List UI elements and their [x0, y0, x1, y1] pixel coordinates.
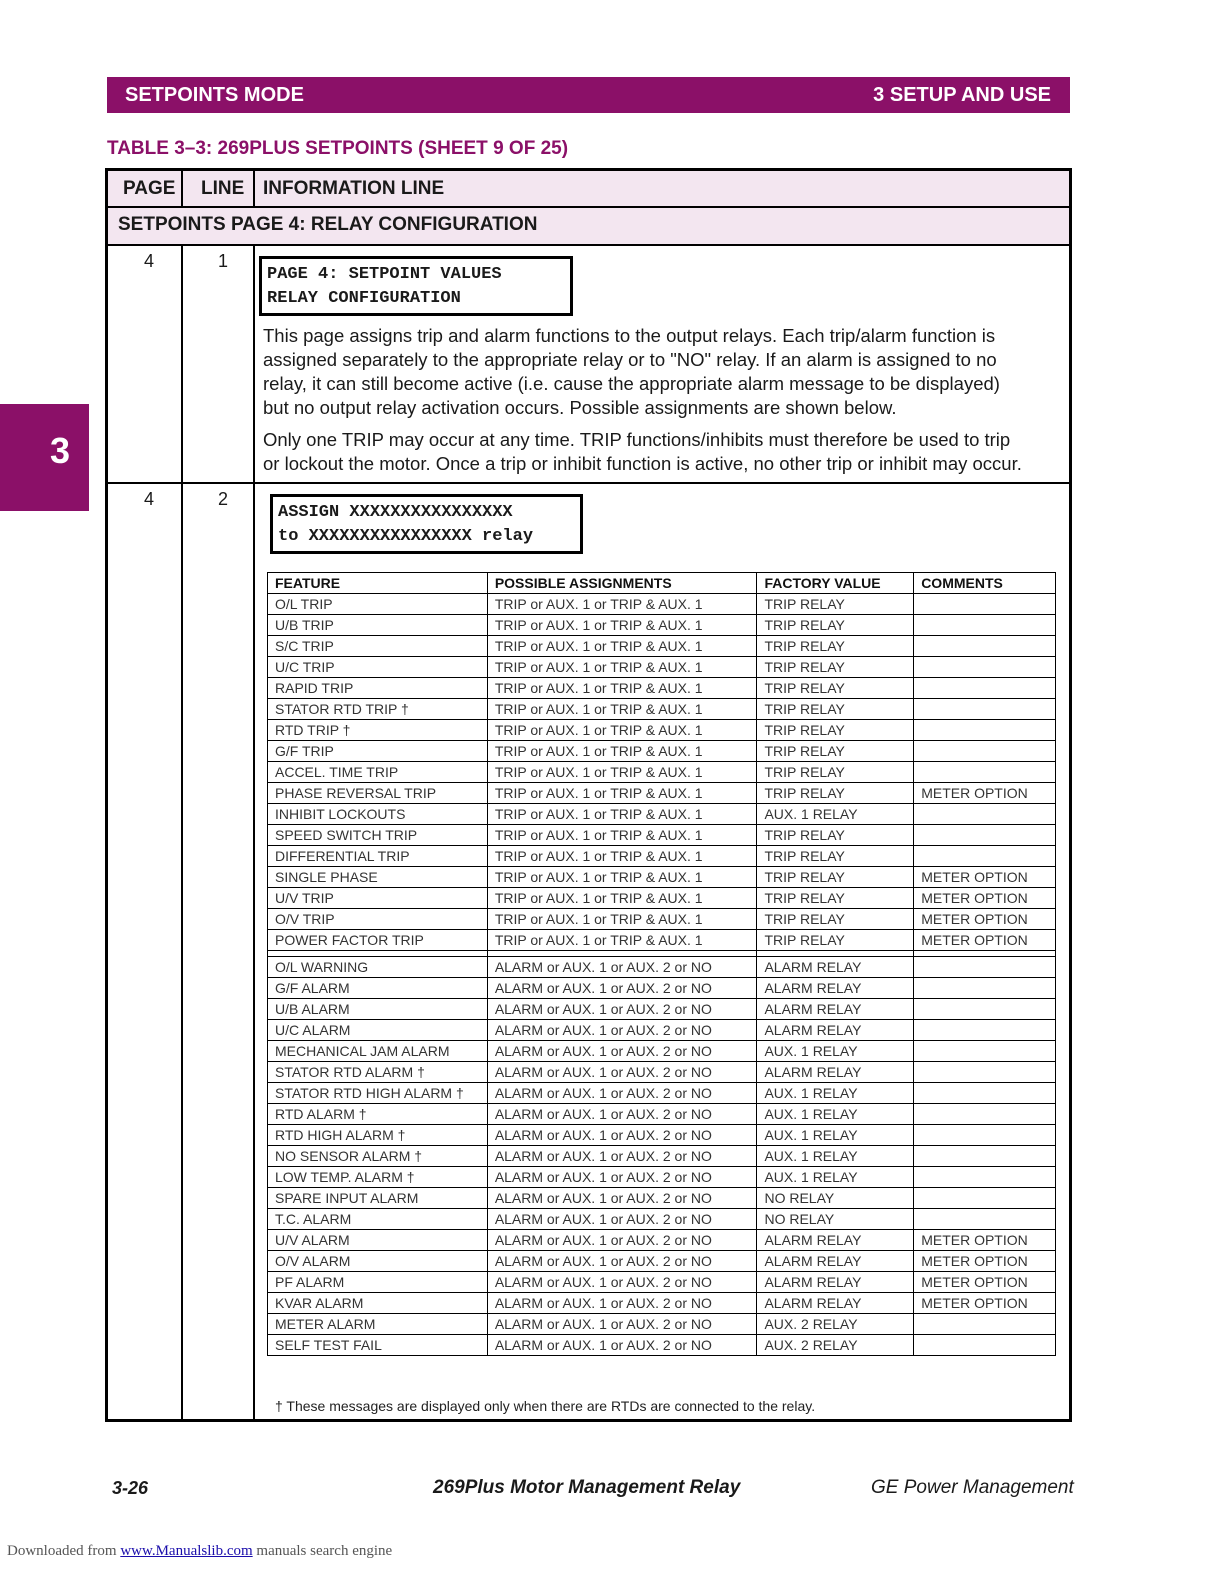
header-possible-assignments: POSSIBLE ASSIGNMENTS: [487, 573, 757, 594]
assignments-cell: ALARM or AUX. 1 or AUX. 2 or NO: [487, 1167, 757, 1188]
table-row: [268, 783, 1056, 804]
table-row: [268, 678, 1056, 699]
table-title: TABLE 3–3: 269PLUS SETPOINTS (SHEET 9 OF 25): [107, 138, 569, 159]
feature-cell: U/C ALARM: [268, 1020, 488, 1041]
table-row: [268, 867, 1056, 888]
feature-cell: SPARE INPUT ALARM: [268, 1188, 488, 1209]
factory-value-cell: TRIP RELAY: [757, 783, 914, 804]
feature-cell: T.C. ALARM: [268, 1209, 488, 1230]
comments-cell: [914, 1041, 1056, 1062]
comments-cell: [914, 1146, 1056, 1167]
table-row: [268, 1104, 1056, 1125]
feature-cell: STATOR RTD ALARM †: [268, 1062, 488, 1083]
comments-cell: [914, 1167, 1056, 1188]
comments-cell: [914, 594, 1056, 615]
table-row: [268, 594, 1056, 615]
lcd-line: to XXXXXXXXXXXXXXXX relay: [278, 527, 534, 546]
relay-assignment-table: [267, 572, 1056, 1356]
comments-cell: METER OPTION: [914, 1251, 1056, 1272]
feature-cell: PF ALARM: [268, 1272, 488, 1293]
table-row: [268, 1125, 1056, 1146]
table-row: [268, 657, 1056, 678]
comments-cell: [914, 678, 1056, 699]
section-title: SETPOINTS PAGE 4: RELAY CONFIGURATION: [118, 214, 538, 235]
assignments-cell: TRIP or AUX. 1 or TRIP & AUX. 1: [487, 930, 757, 951]
table-row: [268, 1314, 1056, 1335]
factory-value-cell: TRIP RELAY: [757, 699, 914, 720]
assignments-cell: ALARM or AUX. 1 or AUX. 2 or NO: [487, 1146, 757, 1167]
table-row: [268, 720, 1056, 741]
assignments-cell: TRIP or AUX. 1 or TRIP & AUX. 1: [487, 615, 757, 636]
factory-value-cell: ALARM RELAY: [757, 1062, 914, 1083]
assignments-cell: TRIP or AUX. 1 or TRIP & AUX. 1: [487, 636, 757, 657]
comments-cell: METER OPTION: [914, 1230, 1056, 1251]
row2-line: 2: [218, 489, 229, 509]
assignments-cell: ALARM or AUX. 1 or AUX. 2 or NO: [487, 1104, 757, 1125]
assignments-cell: TRIP or AUX. 1 or TRIP & AUX. 1: [487, 741, 757, 762]
comments-cell: [914, 720, 1056, 741]
table-row: [268, 1251, 1056, 1272]
comments-cell: [914, 1083, 1056, 1104]
comments-cell: [914, 699, 1056, 720]
table-row: [268, 741, 1056, 762]
comments-cell: [914, 1209, 1056, 1230]
table-row: [268, 636, 1056, 657]
comments-cell: METER OPTION: [914, 867, 1056, 888]
row1-note: [263, 428, 1075, 476]
column-header-page: PAGE: [123, 178, 176, 199]
table-row: [268, 1041, 1056, 1062]
comments-cell: [914, 615, 1056, 636]
assignments-cell: TRIP or AUX. 1 or TRIP & AUX. 1: [487, 678, 757, 699]
table-row: [268, 699, 1056, 720]
table-row: [268, 1167, 1056, 1188]
comments-cell: METER OPTION: [914, 930, 1056, 951]
row1-description: [263, 324, 1075, 420]
comments-cell: [914, 957, 1056, 978]
feature-cell: PHASE REVERSAL TRIP: [268, 783, 488, 804]
factory-value-cell: AUX. 2 RELAY: [757, 1335, 914, 1356]
feature-cell: O/V ALARM: [268, 1251, 488, 1272]
feature-cell: O/L WARNING: [268, 957, 488, 978]
assignments-cell: ALARM or AUX. 1 or AUX. 2 or NO: [487, 1020, 757, 1041]
comments-cell: [914, 999, 1056, 1020]
assignments-cell: ALARM or AUX. 1 or AUX. 2 or NO: [487, 1083, 757, 1104]
assignments-cell: TRIP or AUX. 1 or TRIP & AUX. 1: [487, 720, 757, 741]
factory-value-cell: NO RELAY: [757, 1188, 914, 1209]
assignments-cell: TRIP or AUX. 1 or TRIP & AUX. 1: [487, 594, 757, 615]
feature-cell: U/B TRIP: [268, 615, 488, 636]
column-divider: [253, 246, 255, 1422]
factory-value-cell: TRIP RELAY: [757, 867, 914, 888]
comments-cell: [914, 825, 1056, 846]
comments-cell: [914, 636, 1056, 657]
assignments-cell: TRIP or AUX. 1 or TRIP & AUX. 1: [487, 804, 757, 825]
factory-value-cell: ALARM RELAY: [757, 1251, 914, 1272]
header-feature: FEATURE: [268, 573, 488, 594]
section-title-row: [108, 208, 1069, 246]
header-comments: COMMENTS: [914, 573, 1056, 594]
feature-cell: LOW TEMP. ALARM †: [268, 1167, 488, 1188]
assignments-cell: TRIP or AUX. 1 or TRIP & AUX. 1: [487, 867, 757, 888]
download-line: [7, 1543, 392, 1560]
assignments-cell: ALARM or AUX. 1 or AUX. 2 or NO: [487, 999, 757, 1020]
factory-value-cell: AUX. 2 RELAY: [757, 1314, 914, 1335]
header-right: 3 SETUP AND USE: [873, 84, 1051, 106]
setpoints-table: [105, 168, 1072, 1422]
feature-cell: DIFFERENTIAL TRIP: [268, 846, 488, 867]
assignments-cell: ALARM or AUX. 1 or AUX. 2 or NO: [487, 1230, 757, 1251]
column-header-line: LINE: [201, 178, 245, 199]
table-row: [268, 1293, 1056, 1314]
chapter-number: 3: [50, 430, 71, 471]
factory-value-cell: AUX. 1 RELAY: [757, 1104, 914, 1125]
assignments-cell: ALARM or AUX. 1 or AUX. 2 or NO: [487, 1293, 757, 1314]
table-row: [268, 909, 1056, 930]
header-left: SETPOINTS MODE: [125, 84, 304, 106]
assignments-cell: ALARM or AUX. 1 or AUX. 2 or NO: [487, 1041, 757, 1062]
header-factory-value: FACTORY VALUE: [757, 573, 914, 594]
table-row: [268, 888, 1056, 909]
feature-cell: SELF TEST FAIL: [268, 1335, 488, 1356]
comments-cell: METER OPTION: [914, 909, 1056, 930]
column-divider: [253, 171, 255, 208]
lcd-line: RELAY CONFIGURATION: [267, 289, 461, 308]
feature-cell: U/C TRIP: [268, 657, 488, 678]
column-divider: [181, 246, 183, 1422]
comments-cell: [914, 978, 1056, 999]
table-row: [268, 999, 1056, 1020]
comments-cell: [914, 762, 1056, 783]
download-suffix: manuals search engine: [252, 1543, 393, 1559]
feature-cell: STATOR RTD TRIP †: [268, 699, 488, 720]
factory-value-cell: TRIP RELAY: [757, 888, 914, 909]
assignments-cell: ALARM or AUX. 1 or AUX. 2 or NO: [487, 1062, 757, 1083]
assignments-cell: ALARM or AUX. 1 or AUX. 2 or NO: [487, 1209, 757, 1230]
factory-value-cell: TRIP RELAY: [757, 636, 914, 657]
row-divider: [108, 482, 1069, 484]
table-row: [268, 804, 1056, 825]
feature-cell: RAPID TRIP: [268, 678, 488, 699]
table-row: [268, 930, 1056, 951]
assignments-cell: ALARM or AUX. 1 or AUX. 2 or NO: [487, 1335, 757, 1356]
factory-value-cell: TRIP RELAY: [757, 846, 914, 867]
factory-value-cell: AUX. 1 RELAY: [757, 804, 914, 825]
factory-value-cell: AUX. 1 RELAY: [757, 1083, 914, 1104]
table-row: [268, 762, 1056, 783]
assignment-body: [268, 594, 1056, 1356]
assignments-cell: TRIP or AUX. 1 or TRIP & AUX. 1: [487, 825, 757, 846]
table-row: [268, 1188, 1056, 1209]
page-number: 3-26: [112, 1478, 149, 1498]
footer-title: 269Plus Motor Management Relay: [433, 1477, 741, 1498]
assignments-cell: ALARM or AUX. 1 or AUX. 2 or NO: [487, 1251, 757, 1272]
assignments-cell: ALARM or AUX. 1 or AUX. 2 or NO: [487, 978, 757, 999]
factory-value-cell: ALARM RELAY: [757, 978, 914, 999]
table-row: [268, 1062, 1056, 1083]
download-prefix: Downloaded from: [7, 1543, 121, 1559]
table-row: [268, 1209, 1056, 1230]
comments-cell: METER OPTION: [914, 783, 1056, 804]
row1-line: 1: [218, 251, 229, 271]
feature-cell: U/B ALARM: [268, 999, 488, 1020]
factory-value-cell: TRIP RELAY: [757, 615, 914, 636]
chapter-tab: [0, 404, 89, 511]
factory-value-cell: TRIP RELAY: [757, 678, 914, 699]
feature-cell: O/V TRIP: [268, 909, 488, 930]
comments-cell: [914, 1020, 1056, 1041]
assignments-cell: TRIP or AUX. 1 or TRIP & AUX. 1: [487, 762, 757, 783]
factory-value-cell: ALARM RELAY: [757, 1020, 914, 1041]
factory-value-cell: ALARM RELAY: [757, 1230, 914, 1251]
table-row: [268, 825, 1056, 846]
factory-value-cell: ALARM RELAY: [757, 1293, 914, 1314]
factory-value-cell: TRIP RELAY: [757, 594, 914, 615]
factory-value-cell: AUX. 1 RELAY: [757, 1041, 914, 1062]
factory-value-cell: AUX. 1 RELAY: [757, 1146, 914, 1167]
factory-value-cell: TRIP RELAY: [757, 720, 914, 741]
assignments-cell: TRIP or AUX. 1 or TRIP & AUX. 1: [487, 888, 757, 909]
factory-value-cell: AUX. 1 RELAY: [757, 1167, 914, 1188]
assignment-header-row: [268, 573, 1056, 594]
row1-page: 4: [144, 251, 155, 271]
assignments-cell: TRIP or AUX. 1 or TRIP & AUX. 1: [487, 657, 757, 678]
comments-cell: [914, 846, 1056, 867]
assignments-cell: TRIP or AUX. 1 or TRIP & AUX. 1: [487, 783, 757, 804]
paragraph-line: or lockout the motor. Once a trip or inhibit function is active, no other trip or inhibit may occur.: [263, 453, 1022, 474]
feature-cell: O/L TRIP: [268, 594, 488, 615]
feature-cell: MECHANICAL JAM ALARM: [268, 1041, 488, 1062]
comments-cell: [914, 1125, 1056, 1146]
comments-cell: [914, 1314, 1056, 1335]
factory-value-cell: ALARM RELAY: [757, 1272, 914, 1293]
assignments-cell: ALARM or AUX. 1 or AUX. 2 or NO: [487, 957, 757, 978]
paragraph-line: Only one TRIP may occur at any time. TRIP functions/inhibits must therefore be used to trip: [263, 429, 1011, 450]
feature-cell: POWER FACTOR TRIP: [268, 930, 488, 951]
feature-cell: SPEED SWITCH TRIP: [268, 825, 488, 846]
factory-value-cell: TRIP RELAY: [757, 825, 914, 846]
paragraph-line: This page assigns trip and alarm functions to the output relays. Each trip/alarm function is: [263, 325, 996, 346]
feature-cell: U/V ALARM: [268, 1230, 488, 1251]
header-bar: [107, 77, 1070, 113]
assignments-cell: TRIP or AUX. 1 or TRIP & AUX. 1: [487, 909, 757, 930]
column-divider: [181, 171, 183, 208]
row1-lcd-display: [259, 256, 573, 316]
table-row: [268, 1083, 1056, 1104]
comments-cell: [914, 1188, 1056, 1209]
column-header-info: INFORMATION LINE: [263, 178, 445, 199]
table-row: [268, 1146, 1056, 1167]
feature-cell: RTD HIGH ALARM †: [268, 1125, 488, 1146]
feature-cell: NO SENSOR ALARM †: [268, 1146, 488, 1167]
feature-cell: INHIBIT LOCKOUTS: [268, 804, 488, 825]
table-row: [268, 957, 1056, 978]
table-row: [268, 615, 1056, 636]
table-row: [268, 1335, 1056, 1356]
feature-cell: METER ALARM: [268, 1314, 488, 1335]
paragraph-line: assigned separately to the appropriate relay or to "NO" relay. If an alarm is assigned to no: [263, 349, 997, 370]
factory-value-cell: NO RELAY: [757, 1209, 914, 1230]
paragraph-line: relay, it can still become active (i.e. cause the appropriate alarm message to be displayed): [263, 373, 1000, 394]
table-row: [268, 978, 1056, 999]
factory-value-cell: TRIP RELAY: [757, 909, 914, 930]
footer-company: GE Power Management: [871, 1477, 1074, 1498]
feature-cell: RTD ALARM †: [268, 1104, 488, 1125]
factory-value-cell: AUX. 1 RELAY: [757, 1125, 914, 1146]
factory-value-cell: ALARM RELAY: [757, 999, 914, 1020]
comments-cell: METER OPTION: [914, 1272, 1056, 1293]
feature-cell: G/F TRIP: [268, 741, 488, 762]
row2-lcd-display: [270, 494, 583, 554]
lcd-line: ASSIGN XXXXXXXXXXXXXXXX: [278, 503, 513, 522]
comments-cell: METER OPTION: [914, 1293, 1056, 1314]
assignments-cell: TRIP or AUX. 1 or TRIP & AUX. 1: [487, 699, 757, 720]
table-row: [268, 1272, 1056, 1293]
comments-cell: [914, 741, 1056, 762]
comments-cell: [914, 1104, 1056, 1125]
assignments-cell: ALARM or AUX. 1 or AUX. 2 or NO: [487, 1272, 757, 1293]
feature-cell: RTD TRIP †: [268, 720, 488, 741]
paragraph-line: but no output relay activation occurs. Possible assignments are shown below.: [263, 397, 897, 418]
factory-value-cell: TRIP RELAY: [757, 741, 914, 762]
comments-cell: METER OPTION: [914, 888, 1056, 909]
feature-cell: G/F ALARM: [268, 978, 488, 999]
table-row: [268, 1020, 1056, 1041]
footnote: † These messages are displayed only when there are RTDs are connected to the relay.: [275, 1398, 816, 1414]
assignments-cell: TRIP or AUX. 1 or TRIP & AUX. 1: [487, 846, 757, 867]
feature-cell: ACCEL. TIME TRIP: [268, 762, 488, 783]
factory-value-cell: ALARM RELAY: [757, 957, 914, 978]
factory-value-cell: TRIP RELAY: [757, 762, 914, 783]
assignments-cell: ALARM or AUX. 1 or AUX. 2 or NO: [487, 1125, 757, 1146]
comments-cell: [914, 1062, 1056, 1083]
table-row: [268, 1230, 1056, 1251]
feature-cell: STATOR RTD HIGH ALARM †: [268, 1083, 488, 1104]
table-row: [268, 846, 1056, 867]
row2-page: 4: [144, 489, 155, 509]
feature-cell: S/C TRIP: [268, 636, 488, 657]
factory-value-cell: TRIP RELAY: [757, 657, 914, 678]
comments-cell: [914, 804, 1056, 825]
feature-cell: KVAR ALARM: [268, 1293, 488, 1314]
manualslib-link[interactable]: www.Manualslib.com: [120, 1543, 253, 1559]
factory-value-cell: TRIP RELAY: [757, 930, 914, 951]
lcd-line: PAGE 4: SETPOINT VALUES: [267, 265, 502, 284]
feature-cell: U/V TRIP: [268, 888, 488, 909]
comments-cell: [914, 1335, 1056, 1356]
feature-cell: SINGLE PHASE: [268, 867, 488, 888]
assignments-cell: ALARM or AUX. 1 or AUX. 2 or NO: [487, 1188, 757, 1209]
comments-cell: [914, 657, 1056, 678]
assignments-cell: ALARM or AUX. 1 or AUX. 2 or NO: [487, 1314, 757, 1335]
